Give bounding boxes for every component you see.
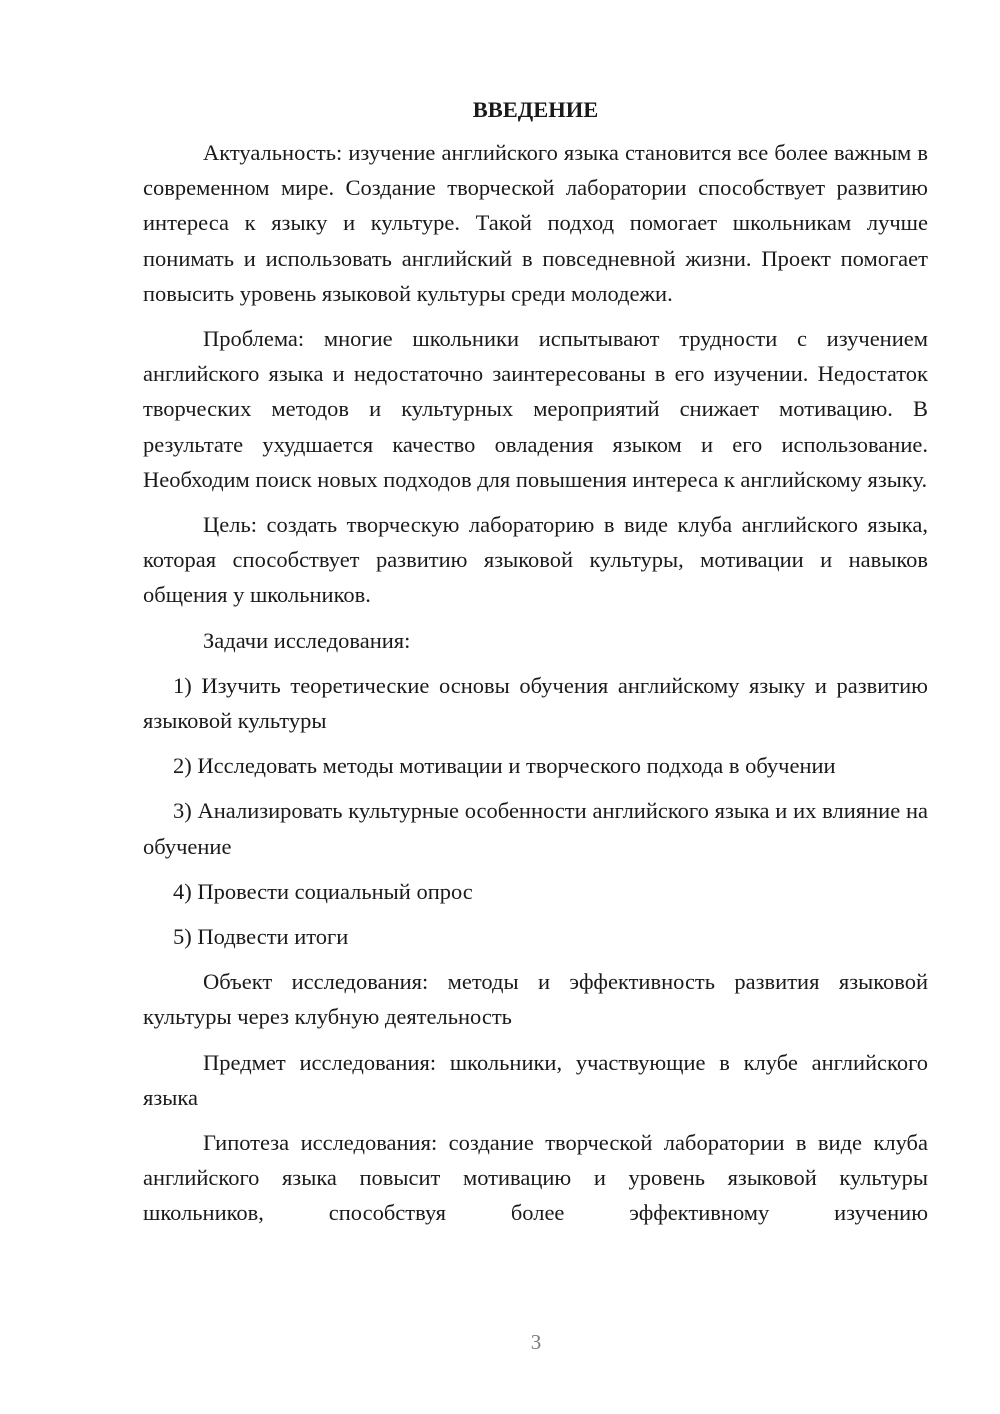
task-item-2: 2) Исследовать методы мотивации и творческого подхода в обучении bbox=[173, 753, 836, 779]
tasks-heading: Задачи исследования: bbox=[203, 627, 411, 653]
goal-paragraph: Цель: создать творческую лабораторию в виде клуба английского языка, которая способствует развитию языковой культуры, мотивации и навыков общения у школьников. bbox=[143, 512, 928, 608]
document-body bbox=[143, 92, 928, 1231]
page-number: 3 bbox=[530, 1330, 542, 1354]
subject-paragraph: Предмет исследования: школьники, участвующие в клубе английского языка bbox=[143, 1049, 928, 1110]
object-paragraph: Объект исследования: методы и эффективность развития языковой культуры через клубную деятельность bbox=[143, 969, 928, 1030]
problem-paragraph: Проблема: многие школьники испытывают трудности с изучением английского языка и недостаточно заинтересованы в его изучении. Недостаток творческих методов и культурных мероприятий снижает мотивацию. В результате ухудшается качество овладения языком и его использование. Необходим поиск новых подходов для повышения интереса к английскому языку. bbox=[143, 326, 928, 492]
task-item-4: 4) Провести социальный опрос bbox=[173, 878, 473, 904]
relevance-paragraph: Актуальность: изучение английского языка становится все более важным в современном мире. Создание творческой лаборатории способствует развитию интереса к языку и культуре. Такой подход помогает школьникам лучше понимать и использовать английский в повседневной жизни. Проект помогает повысить уровень языковой культуры среди молодежи. bbox=[143, 140, 928, 306]
hypothesis-paragraph: Гипотеза исследования: создание творческой лаборатории в виде клуба английского языка повысит мотивацию и уровень языковой культуры школьников, способствуя более эффективному изучению bbox=[143, 1130, 928, 1226]
task-item-5: 5) Подвести итоги bbox=[173, 924, 349, 950]
task-item-3: 3) Анализировать культурные особенности английского языка и их влияние на обучение bbox=[143, 798, 928, 859]
section-title: ВВЕДЕНИЕ bbox=[472, 97, 599, 122]
task-item-1: 1) Изучить теоретические основы обучения английскому языку и развитию языковой культуры bbox=[143, 672, 928, 734]
